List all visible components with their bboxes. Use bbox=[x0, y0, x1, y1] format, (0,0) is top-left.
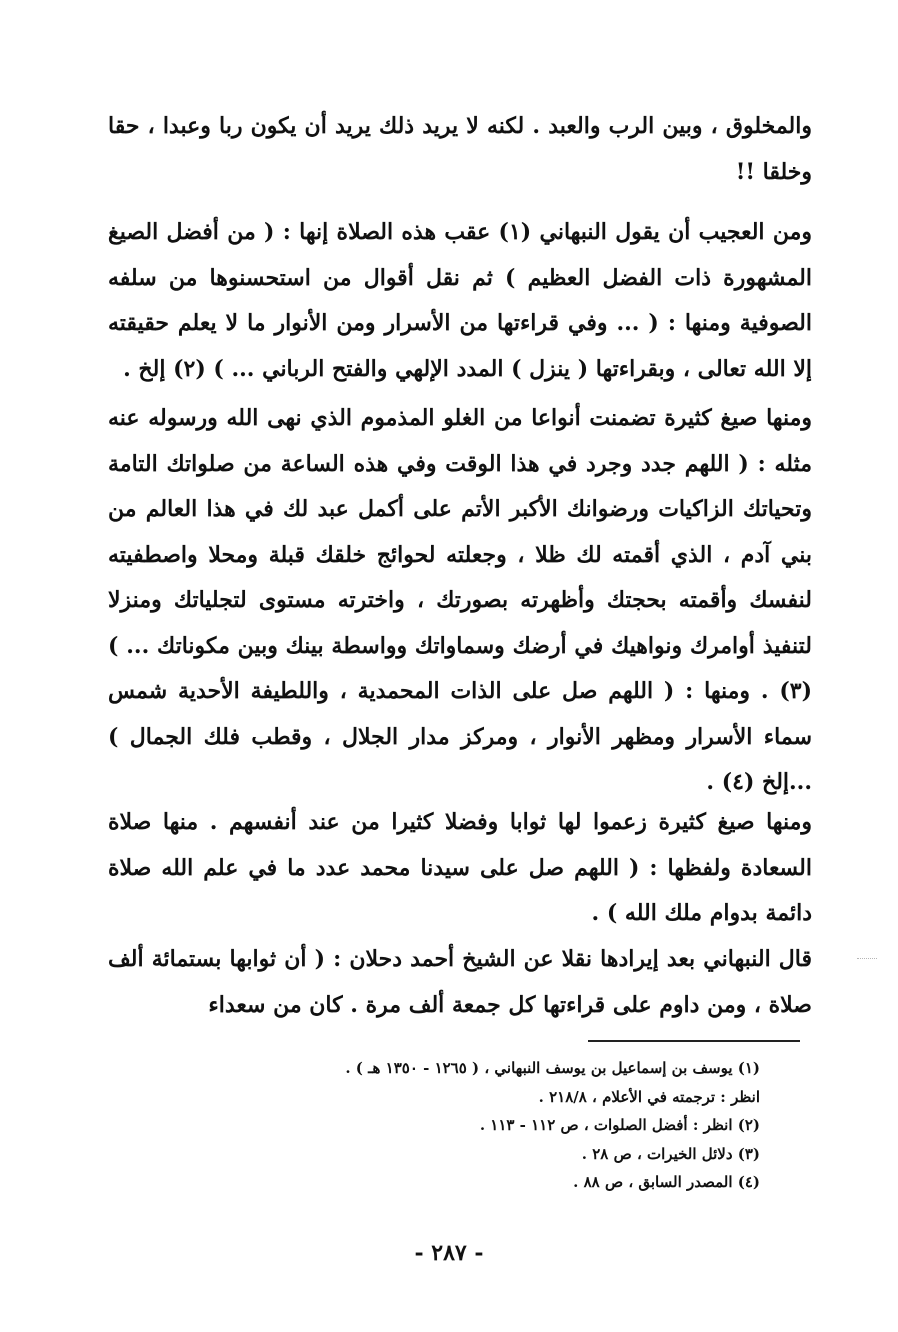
paragraph-dahlan-quote: قال النبهاني بعد إيرادها نقلا عن الشيخ أحمد دحلان : ( أن ثوابها بستمائة ألف صلاة ، ومن داوم على قراءتها كل جمعة ألف مرة . كان من سعداء bbox=[108, 946, 812, 1018]
paragraph-claimed-rewards: ومنها صيغ كثيرة زعموا لها ثوابا وفضلا كثيرا من عند أنفسهم . منها صلاة السعادة ولفظها : ( اللهم صل على سيدنا محمد عدد ما في علم الله صلاة دائمة بدوام ملك الله ) . bbox=[108, 809, 812, 926]
paragraph-continuation: والمخلوق ، وبين الرب والعبد . لكنه لا يريد ذلك يريد أن يكون ربا وعبدا ، حقا وخلقا !! bbox=[108, 113, 812, 185]
paragraph-nabhani-quote: ومن العجيب أن يقول النبهاني (١) عقب هذه الصلاة إنها : ( من أفضل الصيغ المشهورة ذات الفضل العظيم ) ثم نقل أقوال من استحسنوها من سلفه الصوفية ومنها : ( ... وفي قراءتها من الأسرار ومن الأنوار ما لا يعلم حقيقته إلا الله تعالى ، وبقراءتها ( ينزل ) المدد الإلهي والفتح الرباني ... ) (٢) إلخ . bbox=[108, 219, 812, 382]
footnote-item: انظر : ترجمته في الأعلام ، ٢١٨/٨ . bbox=[538, 1087, 760, 1106]
margin-dotted-mark bbox=[857, 958, 877, 959]
footnote-item: (١) يوسف بن إسماعيل بن يوسف النبهاني ، ( ١٢٦٥ - ١٣٥٠ هـ ) . bbox=[345, 1059, 760, 1077]
footnote-item: (٣) دلائل الخيرات ، ص ٢٨ . bbox=[581, 1144, 760, 1163]
paragraph-excessive-formulas: ومنها صيغ كثيرة تضمنت أنواعا من الغلو المذموم الذي نهى الله ورسوله عنه مثله : ( اللهم جدد وجرد في هذا الوقت وفي هذه الساعة من صلواتك التامة وتحياتك الزاكيات ورضوانك الأكبر الأتم على أكمل عبد لك في هذا العالم من بني آدم ، الذي أقمته لك ظلا ، وجعلته لحوائج خلقك قبلة ومحلا واصطفيته لنفسك وأقمته بحجتك وأظهرته بصورتك ، واخترته مستوى لتجلياتك ومنزلا لتنفيذ أوامرك ونواهيك في أرضك وسماواتك وواسطة بينك وبين مكوناتك ... ) (٣) . ومنها : ( اللهم صل على الذات المحمدية ، واللطيفة الأحدية شمس سماء الأسرار ومظهر الأنوار ، ومركز مدار الجلال ، وقطب فلك الجمال ) ...إلخ (٤) . bbox=[108, 405, 812, 795]
footnote-item: (٢) انظر : أفضل الصلوات ، ص ١١٢ - ١١٣ . bbox=[479, 1116, 760, 1135]
footnote-item: (٤) المصدر السابق ، ص ٨٨ . bbox=[573, 1173, 760, 1192]
footnotes-list bbox=[200, 1054, 760, 1197]
footnote-separator bbox=[588, 1040, 800, 1042]
page-number: - ٢٨٧ - bbox=[414, 1240, 484, 1266]
